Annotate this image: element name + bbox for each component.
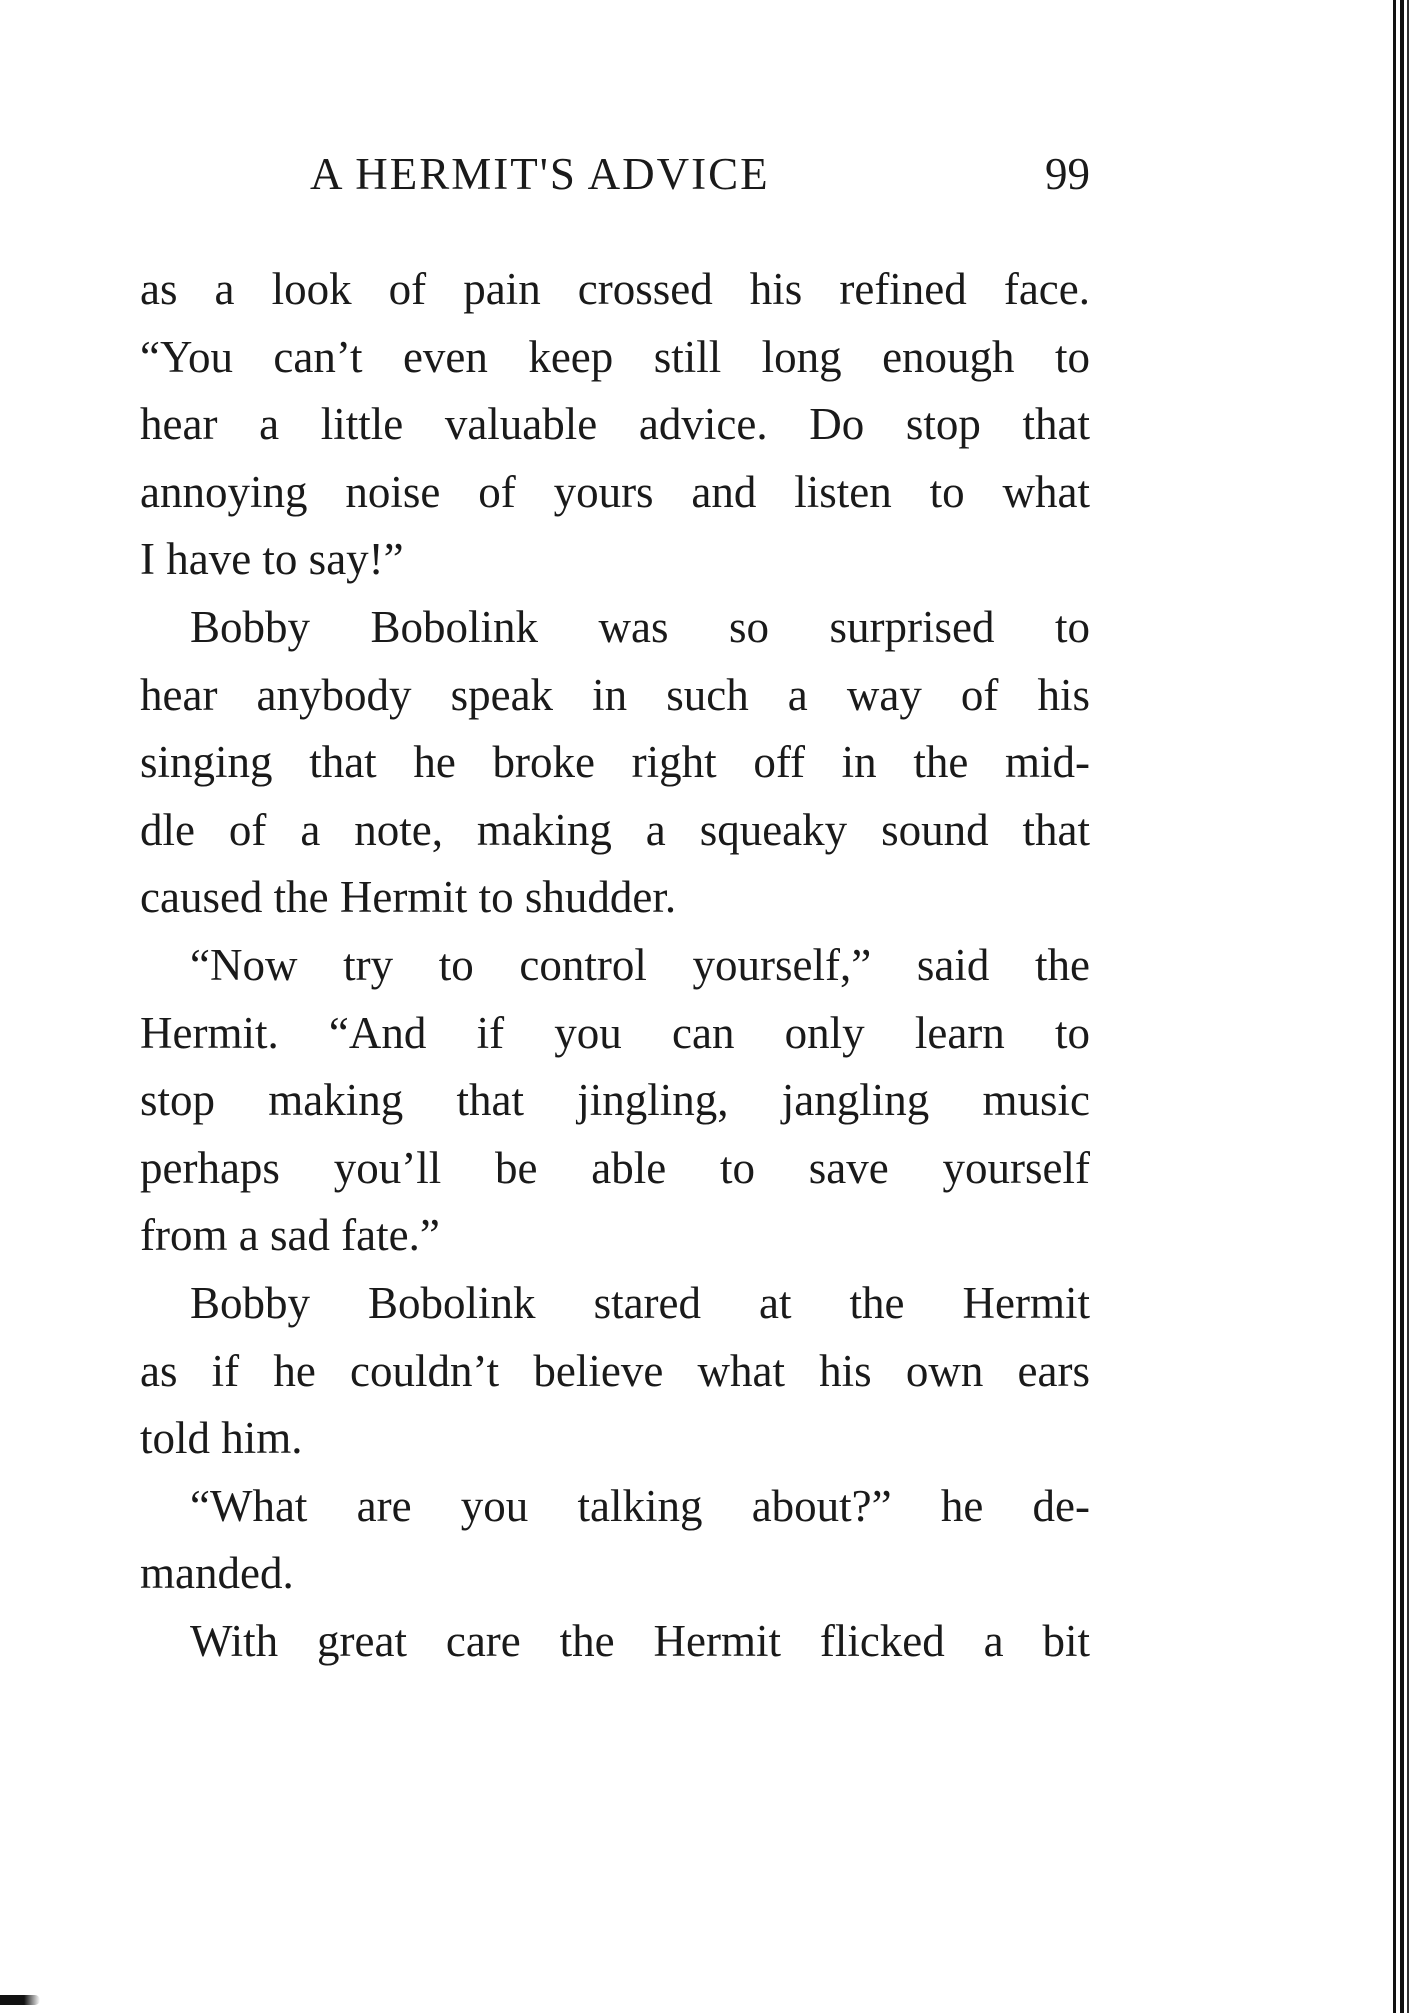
text-line: from a sad fate.”: [140, 1210, 440, 1261]
running-title: A HERMIT'S ADVICE: [310, 149, 770, 199]
text-line: singing that he broke right off in the mid-: [140, 737, 1090, 788]
text-line: hear anybody speak in such a way of his: [140, 669, 1090, 720]
text-line: caused the Hermit to shudder.: [140, 872, 677, 923]
text-line: Bobby Bobolink stared at the Hermit: [190, 1277, 1090, 1328]
text-line: manded.: [140, 1548, 294, 1599]
binding-edge-line: [1400, 0, 1404, 2013]
text-line: dle of a note, making a squeaky sound that: [140, 804, 1090, 855]
text-line: perhaps you’ll be able to save yourself: [140, 1142, 1090, 1193]
text-line: as if he couldn’t believe what his own ears: [140, 1345, 1090, 1396]
text-line: told him.: [140, 1413, 303, 1464]
binding-edge-line: [1407, 0, 1409, 2013]
text-line: “You can’t even keep still long enough to: [140, 331, 1090, 382]
text-line: hear a little valuable advice. Do stop that: [140, 399, 1090, 450]
scan-corner-mark: [0, 1995, 40, 2005]
text-line: Hermit. “And if you can only learn to: [140, 1007, 1090, 1058]
text-line: “What are you talking about?” he de-: [190, 1480, 1090, 1531]
body-text: [140, 256, 1090, 1675]
text-line: as a look of pain crossed his refined face.: [140, 264, 1090, 314]
binding-edge-line: [1393, 0, 1396, 2013]
text-line: I have to say!”: [140, 534, 404, 585]
text-line: stop making that jingling, jangling music: [140, 1075, 1090, 1126]
text-line: annoying noise of yours and listen to what: [140, 466, 1090, 517]
text-line: With great care the Hermit flicked a bit: [190, 1615, 1090, 1666]
text-line: Bobby Bobolink was so surprised to: [190, 601, 1090, 652]
text-line: “Now try to control yourself,” said the: [190, 939, 1090, 990]
page-number: 99: [1045, 149, 1090, 199]
running-head: [140, 148, 1090, 208]
